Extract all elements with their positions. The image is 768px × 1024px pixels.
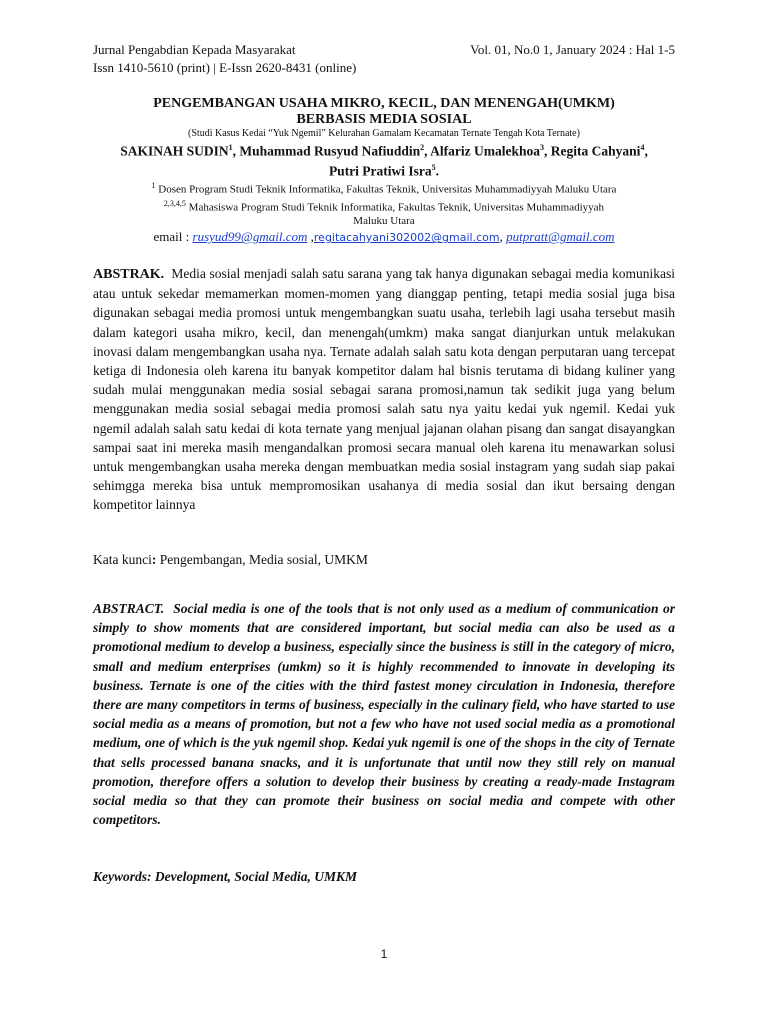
- author-1-sup: 1: [228, 143, 233, 152]
- kata-kunci: [93, 552, 368, 568]
- running-header: [93, 41, 675, 77]
- author-list: [93, 140, 675, 160]
- email-line: [93, 229, 675, 246]
- affiliation-2-sup: 2,3,4,5: [163, 198, 186, 208]
- abstract-paragraph: [93, 599, 675, 829]
- paper-title-line-2: BERBASIS MEDIA SOSIAL: [296, 112, 472, 127]
- email-link-2[interactable]: regitacahyani302002@gmail.com: [313, 231, 500, 245]
- author-3: , Alfariz Umalekhoa: [424, 143, 541, 159]
- author-5: Putri Pratiwi Isra: [328, 163, 432, 178]
- title-block: [93, 96, 675, 246]
- affiliation-1-text: Dosen Program Studi Teknik Informatika, Fakultas Teknik, Universitas Muhammadiyyah Maluku Utara: [155, 183, 617, 196]
- abstrak-label: ABSTRAK.: [93, 267, 165, 282]
- email-link-3[interactable]: putpratt@gmail.com: [506, 229, 615, 245]
- kata-kunci-text: Pengembangan, Media sosial, UMKM: [156, 552, 368, 567]
- kata-kunci-colon: :: [151, 552, 157, 567]
- kata-kunci-label: Kata kunci: [93, 552, 152, 567]
- paper-title-line-1: PENGEMBANGAN USAHA MIKRO, KECIL, DAN MENENGAH(UMKM): [153, 96, 615, 111]
- email-link-1[interactable]: rusyud99@gmail.com: [192, 229, 308, 245]
- abstrak-text: Media sosial menjadi salah satu sarana yang tak hanya digunakan sebagai media komunikasi atau untuk sekedar memamerkan momen-momen yang dianggap penting, tetapi media sosial juga bisa digunakan sebagai media promosi untuk mengembangkan suatu usaha, terlebih lagi usaha tersebut masih dalam kategori usaha mikro, kecil, dan menengah(umkm) maka sangat dianjurkan untuk melakukan inovasi dalam mengembangkan usaha nya. Ternate adalah salah satu kota dengan perputaran uang tercepat ketiga di Indonesia oleh karena itu banyak kompetitor dalam hal bisnis terutama di bidang kuliner yang sudah mulai menggunakan media sosial sebagai sarana promosi,namun tak sedikit juga yang belum menggunakan media sosial sebagai media promosi salah satu nya yaitu kedai yuk ngemil. Kedai yuk ngemil adalah salah satu kedai di kota ternate yang menjual jajanan olahan pisang dan sangat disayangkan sampai saat ini mereka masih mengandalkan promosi secara manual oleh karena itu menawarkan solusi untuk mengembangkan usaha mereka dengan membuatkan media sosial instagram yang sudah siap pakai sehimgga mereka bisa untuk mempromosikan usahanya di media sosial dan ikut bersaing dengan kompetitor lainnya: [93, 266, 676, 513]
- author-4-sup: 4: [640, 143, 645, 152]
- author-2: , Muhammad Rusyud Nafiuddin: [232, 143, 421, 159]
- affiliation-1-sup: 1: [151, 181, 156, 190]
- author-3-sup: 3: [540, 143, 545, 152]
- author-5-sup: 5: [431, 162, 436, 172]
- journal-name: Jurnal Pengabdian Kepada Masyarakat: [93, 42, 296, 57]
- affiliation-2-cont: Maluku Utara: [353, 215, 415, 228]
- abstract-label: ABSTRACT.: [93, 601, 165, 616]
- author-end: .: [435, 163, 440, 178]
- abstrak-paragraph: [93, 264, 675, 515]
- affiliation-2-text: Mahasiswa Program Studi Teknik Informatika, Fakultas Teknik, Universitas Muhammadiyyah: [185, 201, 605, 214]
- author-list-2: [93, 160, 675, 180]
- volume-info: Vol. 01, No.0 1, January 2024 : Hal 1-5: [470, 42, 675, 57]
- abstract-text: Social media is one of the tools that is not only used as a medium of communication or simply to show moments that are considered important, but social media can also be used as a promotional medium to develop a business, especially since the business is still in the category of micro, small and medium enterprises (umkm) so it is highly recommended to innovate in developing its business. Ternate is one of the cities with the third fastest money circulation in Indonesia, therefore there are many competitors in terms of business, especially in the culinary field, who have started to use social media as a means of promotion, but not a few who have not used social media as a promotional medium, one of which is the yuk ngemil shop. Kedai yuk ngemil is one of the shops in the city of Ternate that sells processed banana snacks, and it is unfortunate that until now they still rely on manual promotion, therefore offers a solution to develop their business by creating a ready-made Instagram social media so that they can promote their business on social media and compete with other competitors.: [93, 601, 676, 828]
- paper-subtitle: (Studi Kasus Kedai “Yuk Ngemil” Kelurahan Gamalam Kecamatan Ternate Tengah Kota Ternate): [188, 128, 580, 139]
- author-1: SAKINAH SUDIN: [120, 143, 229, 159]
- affiliation-2: [93, 197, 675, 215]
- email-sep-2: ,: [499, 229, 507, 245]
- author-sep: ,: [644, 143, 648, 159]
- email-label: email :: [153, 229, 193, 245]
- author-4: , Regita Cahyani: [544, 143, 641, 159]
- affiliation-1: [93, 179, 675, 197]
- page-number: 1: [380, 947, 388, 961]
- author-2-sup: 2: [420, 143, 425, 152]
- keywords: Keywords: Development, Social Media, UMKM: [93, 869, 357, 884]
- issn-info: Issn 1410-5610 (print) | E-Issn 2620-8431 (online): [93, 60, 357, 75]
- email-sep-1: ,: [307, 229, 314, 245]
